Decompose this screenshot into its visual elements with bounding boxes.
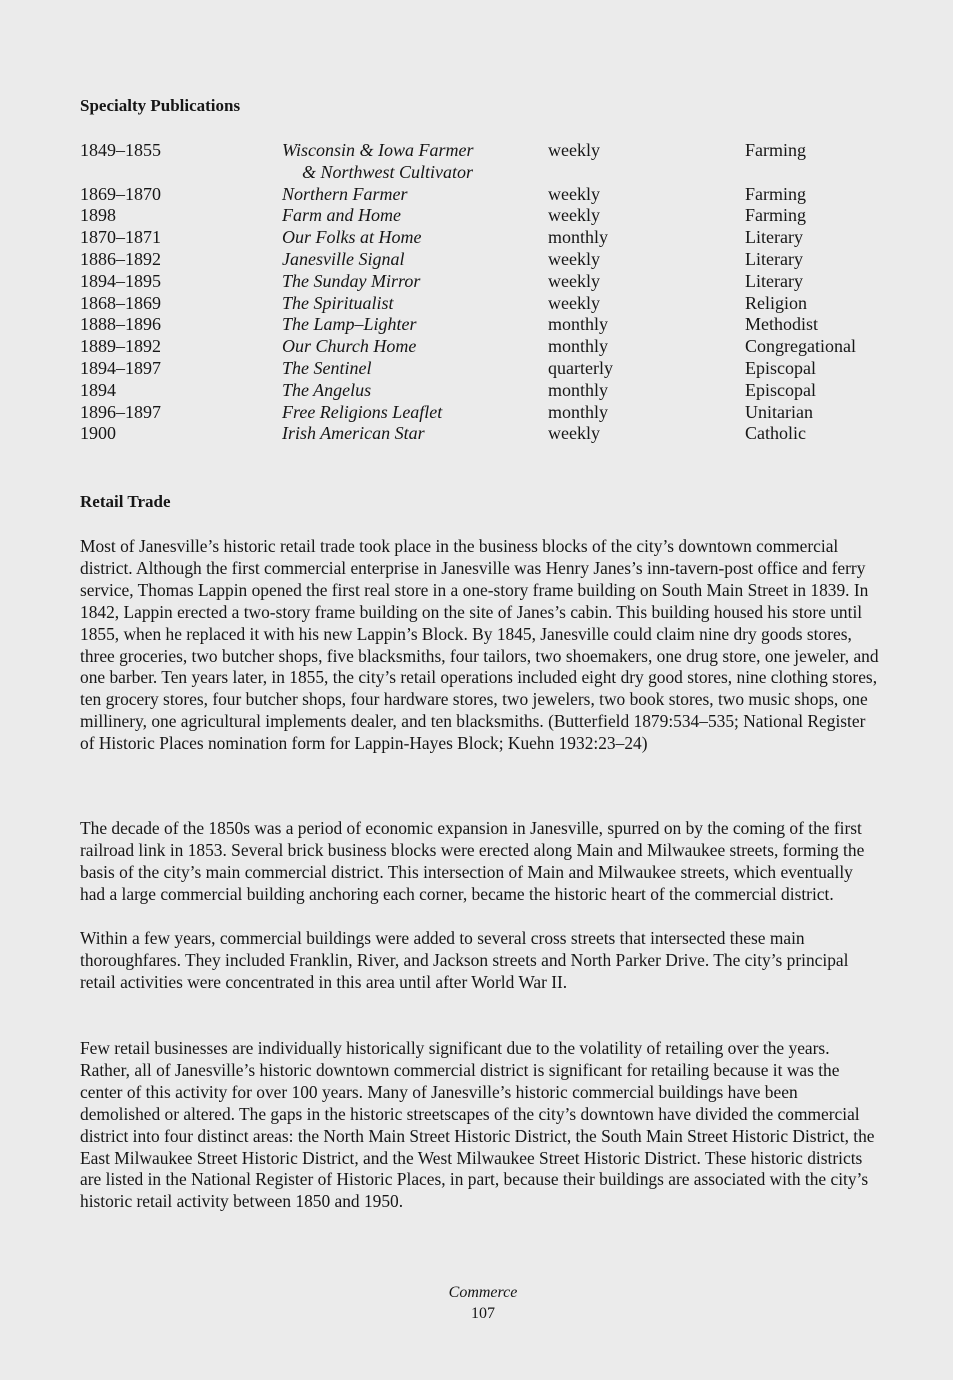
pub-frequency: monthly <box>548 379 609 400</box>
pub-years: 1869–1870 <box>80 183 161 204</box>
table-row <box>80 249 940 271</box>
pub-title: The Angelus <box>282 379 372 400</box>
table-row <box>80 336 940 358</box>
pub-title: Farm and Home <box>282 205 401 226</box>
pub-frequency: weekly <box>548 183 600 204</box>
pub-years: 1870–1871 <box>80 227 161 248</box>
pub-title: Janesville Signal <box>282 248 405 269</box>
table-row <box>80 227 940 249</box>
footer-section-title: Commerce <box>448 1284 518 1301</box>
pub-title: Northern Farmer <box>282 183 408 204</box>
pub-category: Farming <box>745 205 806 226</box>
retail-paragraph-1: Most of Janesville’s historic retail trade took place in the business blocks of the city’s downtown commercial district. Although the first commercial enterprise in Janesville was Henry Janes’s inn-tavern-post office and ferry service, Thomas Lappin opened the first real store in a one-story frame building on South Main Street in 1839. In 1842, Lappin erected a two-story frame building on the site of Janes’s cabin. This building housed his store until 1855, when he replaced it with his new Lappin’s Block. By 1845, Janesville could claim nine dry goods stores, three groceries, two butcher shops, five blacksmiths, four tailors, two shoemakers, one drug store, one jeweler, and one barber. Ten years later, in 1855, the city’s retail operations included eight dry good stores, nine clothing stores, ten grocery stores, four butcher shops, four hardware stores, two jewelers, two book stores, two music shops, one millinery, one agricultural implements dealer, and ten blacksmiths. (Butterfield 1879:534–535; National Register of Historic Places nomination form for Lappin-Hayes Block; Kuehn 1932:23–24) <box>80 536 879 754</box>
pub-frequency: monthly <box>548 336 609 357</box>
pub-category: Literary <box>745 270 803 291</box>
retail-paragraph-3: Within a few years, commercial buildings were added to several cross streets that intersected these main thoroughfares. They included Franklin, River, and Jackson streets and North Parker Drive. The city’s principal retail activities were concentrated in this area until after World War II. <box>80 928 849 992</box>
retail-paragraph-2: The decade of the 1850s was a period of economic expansion in Janesville, spurred on by the coming of the first railroad link in 1853. Several brick business blocks were erected along Main and Milwaukee streets, forming the basis of the city’s main commercial district. This intersection of Main and Milwaukee streets, which eventually had a large commercial building anchoring each corner, became the historic heart of the commercial district. <box>80 818 865 904</box>
pub-title: The Sunday Mirror <box>282 270 421 291</box>
table-row <box>80 402 940 424</box>
pub-years: 1886–1892 <box>80 248 161 269</box>
pub-frequency: monthly <box>548 227 609 248</box>
pub-category: Unitarian <box>745 401 813 422</box>
pub-frequency: weekly <box>548 248 600 269</box>
pub-years: 1898 <box>80 205 116 226</box>
pub-title: & Northwest Cultivator <box>302 161 474 182</box>
pub-title: Our Folks at Home <box>282 227 422 248</box>
table-row <box>80 184 940 206</box>
table-row <box>80 423 940 445</box>
pub-category: Congregational <box>745 336 856 357</box>
pub-title: Our Church Home <box>282 336 417 357</box>
pub-category: Farming <box>745 140 806 160</box>
page-number: 107 <box>471 1305 495 1322</box>
pub-years: 1894–1895 <box>80 270 161 291</box>
retail-paragraph-4: Few retail businesses are individually historically significant due to the volatility of retailing over the years. Rather, all of Janesville’s historic downtown commercial district is significant for retailing because it was the center of this activity for over 100 years. Many of Janesville’s historic commercial buildings have been demolished or altered. The gaps in the historic streetscapes of the city’s downtown have divided the commercial district into four distinct areas: the North Main Street Historic District, the South Main Street Historic District, the East Milwaukee Street Historic District, and the West Milwaukee Street Historic District. These historic districts are listed in the National Register of Historic Places, in part, because their buildings are associated with the city’s historic retail activity between 1850 and 1950. <box>80 1038 875 1212</box>
table-row <box>80 205 940 227</box>
pub-frequency: monthly <box>548 314 609 335</box>
table-row <box>80 293 940 315</box>
specialty-publications-heading: Specialty Publications <box>80 96 241 115</box>
pub-title: Wisconsin & Iowa Farmer <box>282 140 474 160</box>
table-row <box>80 314 940 336</box>
pub-category: Catholic <box>745 423 806 444</box>
pub-category: Farming <box>745 183 806 204</box>
pub-title: The Lamp–Lighter <box>282 314 417 335</box>
pub-years: 1888–1896 <box>80 314 161 335</box>
pub-years: 1896–1897 <box>80 401 161 422</box>
table-row <box>80 140 940 162</box>
pub-frequency: weekly <box>548 205 600 226</box>
table-row <box>80 358 940 380</box>
pub-frequency: weekly <box>548 423 600 444</box>
pub-years: 1849–1855 <box>80 140 161 160</box>
table-row <box>80 271 940 293</box>
pub-frequency: weekly <box>548 270 600 291</box>
pub-category: Episcopal <box>745 379 816 400</box>
pub-title: The Spiritualist <box>282 292 394 313</box>
pub-category: Religion <box>745 292 807 313</box>
pub-frequency: monthly <box>548 401 609 422</box>
table-row <box>80 380 940 402</box>
pub-years: 1894–1897 <box>80 357 161 378</box>
publications-table <box>80 140 940 445</box>
pub-years: 1894 <box>80 379 116 400</box>
pub-title: Irish American Star <box>282 423 425 444</box>
pub-category: Episcopal <box>745 357 816 378</box>
table-row <box>80 162 940 184</box>
pub-category: Methodist <box>745 314 819 335</box>
pub-category: Literary <box>745 227 803 248</box>
pub-years: 1900 <box>80 423 116 444</box>
pub-frequency: quarterly <box>548 357 613 378</box>
pub-frequency: weekly <box>548 140 600 160</box>
retail-trade-heading: Retail Trade <box>80 492 171 511</box>
pub-years: 1868–1869 <box>80 292 161 313</box>
pub-category: Literary <box>745 248 803 269</box>
pub-title: The Sentinel <box>282 357 372 378</box>
pub-title: Free Religions Leaflet <box>282 401 443 422</box>
pub-years: 1889–1892 <box>80 336 161 357</box>
pub-frequency: weekly <box>548 292 600 313</box>
